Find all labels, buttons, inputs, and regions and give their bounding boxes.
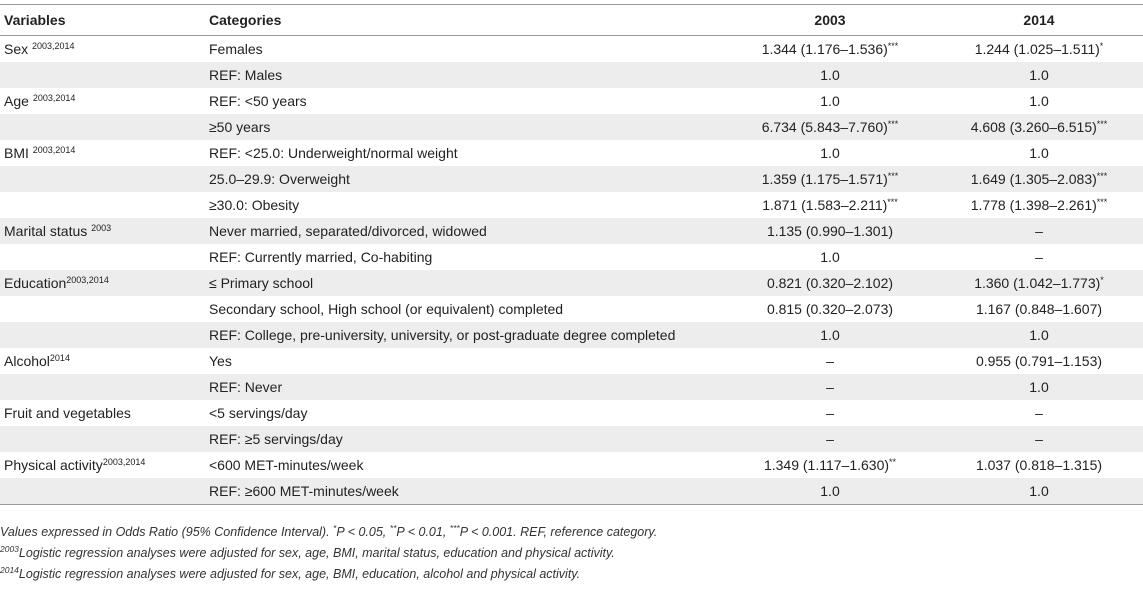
- category-cell: REF: Males: [205, 62, 725, 88]
- table-row: [0, 218, 1143, 244]
- category-cell: 25.0–29.9: Overweight: [205, 166, 725, 192]
- cell-2003: [725, 218, 935, 244]
- cell-2014-value: –: [1035, 405, 1043, 421]
- header-2003: 2003: [725, 5, 935, 36]
- cell-2014-significance: *: [1100, 275, 1104, 285]
- cell-2003: [725, 88, 935, 114]
- table-row: [0, 348, 1143, 374]
- footnote-2014: [0, 564, 1143, 585]
- cell-2014: [935, 348, 1143, 374]
- variable-year-superscript: 2003: [91, 223, 112, 233]
- cell-2014: [935, 478, 1143, 505]
- table-row: [0, 322, 1143, 348]
- sig2-marker: **: [389, 523, 397, 533]
- cell-2003-significance: ***: [887, 119, 899, 129]
- table-row: [0, 192, 1143, 218]
- variable-year-superscript: 2003,2014: [32, 41, 75, 51]
- table-row: [0, 36, 1143, 63]
- table-row: [0, 478, 1143, 505]
- category-cell: ≥50 years: [205, 114, 725, 140]
- variable-cell: [0, 452, 205, 478]
- table-row: [0, 166, 1143, 192]
- cell-2003-value: 1.359 (1.175–1.571): [761, 171, 888, 187]
- table-row: [0, 88, 1143, 114]
- cell-2014: [935, 322, 1143, 348]
- variable-year-superscript: 2003,2014: [66, 275, 109, 285]
- category-cell: REF: ≥5 servings/day: [205, 426, 725, 452]
- category-cell: <600 MET-minutes/week: [209, 457, 364, 473]
- cell-2014-value: 1.0: [1029, 67, 1049, 83]
- cell-2014: [935, 192, 1143, 218]
- table-row: [0, 244, 1143, 270]
- cell-2014: [935, 166, 1143, 192]
- category-cell: Never married, separated/divorced, widowed: [205, 218, 725, 244]
- variable-cell: [0, 296, 205, 322]
- sig2-text: P < 0.01,: [396, 525, 450, 539]
- footnote-2003-text: Logistic regression analyses were adjusted for sex, age, BMI, marital status, education and physical activity.: [18, 546, 615, 560]
- cell-2014-value: 1.0: [1029, 145, 1049, 161]
- cell-2003-value: 1.344 (1.176–1.536): [761, 41, 888, 57]
- variable-cell: [0, 88, 205, 114]
- category-cell: REF: Currently married, Co-habiting: [209, 249, 433, 265]
- variable-name: Education: [4, 275, 67, 291]
- cell-2003-value: 1.0: [820, 145, 840, 161]
- cell-2014: [935, 114, 1143, 140]
- variable-cell: [0, 478, 205, 505]
- cell-2014: [935, 140, 1143, 166]
- variable-name: Sex: [4, 41, 33, 57]
- cell-2003: [725, 400, 935, 426]
- variable-name: Age: [4, 93, 33, 109]
- cell-2003: [725, 348, 935, 374]
- variable-cell: [0, 374, 205, 400]
- footnote-2014-text: Logistic regression analyses were adjusted for sex, age, BMI, education, alcohol and physical activity.: [18, 567, 581, 581]
- header-2014: 2014: [935, 5, 1143, 36]
- cell-2014: [935, 374, 1143, 400]
- footnote-2003: [0, 543, 1143, 564]
- cell-2014: [935, 270, 1143, 296]
- cell-2014-value: 1.0: [1029, 379, 1049, 395]
- cell-2003-value: 1.0: [820, 93, 840, 109]
- cell-2003: [725, 374, 935, 400]
- table-row: [0, 270, 1143, 296]
- category-cell: REF: College, pre-university, university, or post-graduate degree completed: [205, 322, 725, 348]
- cell-2003-value: 0.821 (0.320–2.102): [766, 275, 894, 291]
- cell-2014: [935, 62, 1143, 88]
- variable-cell: [0, 270, 205, 296]
- variable-cell: [0, 400, 205, 426]
- cell-2003-value: 0.815 (0.320–2.073): [766, 301, 894, 317]
- cell-2014: [935, 244, 1143, 270]
- cell-2014: [935, 296, 1143, 322]
- cell-2014-value: –: [1035, 249, 1043, 265]
- table-row: [0, 114, 1143, 140]
- sig1-text: P < 0.05,: [336, 525, 390, 539]
- cell-2014-significance: ***: [1096, 197, 1108, 207]
- variable-year-superscript: 2014: [49, 353, 70, 363]
- cell-2003-significance: **: [889, 457, 897, 467]
- category-cell: REF: <50 years: [209, 93, 307, 109]
- variable-cell: [0, 348, 205, 374]
- cell-2014-value: 0.955 (0.791–1.153): [975, 353, 1103, 369]
- category-cell: ≤ Primary school: [205, 270, 725, 296]
- cell-2003: [725, 62, 935, 88]
- cell-2014: [935, 426, 1143, 452]
- cell-2014-value: 1.0: [1029, 93, 1049, 109]
- cell-2003: [725, 426, 935, 452]
- variable-cell: [0, 218, 205, 244]
- odds-ratio-table: [0, 4, 1143, 505]
- variable-cell: [0, 322, 205, 348]
- table-row: [0, 400, 1143, 426]
- category-cell: ≥30.0: Obesity: [209, 197, 300, 213]
- variable-name: BMI: [4, 145, 33, 161]
- cell-2003: [725, 166, 935, 192]
- variable-year-superscript: 2003,2014: [32, 145, 76, 155]
- cell-2014-value: 1.360 (1.042–1.773): [974, 275, 1101, 291]
- cell-2014-significance: *: [1099, 41, 1104, 51]
- cell-2014-value: 1.244 (1.025–1.511): [974, 41, 1100, 57]
- cell-2003-value: 1.871 (1.583–2.211): [762, 197, 888, 213]
- variable-cell: [0, 166, 205, 192]
- variable-cell: [0, 114, 205, 140]
- table-row: [0, 374, 1143, 400]
- category-cell: Yes: [209, 353, 232, 369]
- cell-2014: [935, 218, 1143, 244]
- cell-2014-significance: ***: [1096, 171, 1108, 181]
- cell-2014-value: 1.649 (1.305–2.083): [970, 171, 1097, 187]
- cell-2014-significance: ***: [1096, 119, 1108, 129]
- footnote-2003-marker: 2003: [0, 544, 19, 554]
- table-row: [0, 62, 1143, 88]
- cell-2003: [725, 270, 935, 296]
- table-row: [0, 426, 1143, 452]
- cell-2003: [725, 114, 935, 140]
- variable-name: Fruit and vegetables: [4, 405, 131, 421]
- cell-2014-value: 1.0: [1029, 327, 1049, 343]
- category-cell: REF: Never: [205, 374, 725, 400]
- cell-2003-value: 1.349 (1.117–1.630): [763, 457, 890, 473]
- cell-2003-value: 1.135 (0.990–1.301): [766, 223, 894, 239]
- cell-2014-value: 1.0: [1029, 483, 1049, 499]
- cell-2003: [725, 140, 935, 166]
- table-row: [0, 296, 1143, 322]
- table-body: [0, 36, 1143, 505]
- cell-2014: [935, 88, 1143, 114]
- cell-2003-value: 1.0: [820, 327, 840, 343]
- footnote-values: [0, 522, 1143, 543]
- variable-year-superscript: 2003,2014: [102, 457, 146, 467]
- cell-2003-significance: ***: [887, 171, 899, 181]
- cell-2014-value: 1.778 (1.398–2.261): [970, 197, 1097, 213]
- header-categories: Categories: [205, 5, 725, 36]
- cell-2014: [935, 452, 1143, 478]
- cell-2003: [725, 478, 935, 505]
- cell-2003-value: 1.0: [820, 249, 840, 265]
- category-cell: <5 servings/day: [209, 405, 308, 421]
- variable-cell: [0, 140, 205, 166]
- variable-year-superscript: 2003,2014: [32, 93, 76, 103]
- category-cell: Females: [209, 41, 263, 57]
- category-cell: REF: ≥600 MET-minutes/week: [205, 478, 725, 505]
- variable-cell: [0, 62, 205, 88]
- sig3-text: P < 0.001. REF, reference category.: [459, 525, 658, 539]
- table-footnotes: [0, 522, 1143, 585]
- variable-cell: [0, 36, 205, 63]
- category-cell: Secondary school, High school (or equivalent) completed: [209, 301, 564, 317]
- cell-2003-value: 6.734 (5.843–7.760): [761, 119, 888, 135]
- cell-2003-value: –: [826, 431, 834, 447]
- variable-cell: [0, 192, 205, 218]
- cell-2003: [725, 322, 935, 348]
- cell-2003: [725, 296, 935, 322]
- table-header-row: [0, 5, 1143, 36]
- cell-2014: [935, 36, 1143, 63]
- footnote-2014-marker: 2014: [0, 565, 19, 575]
- footnote-values-text: Values expressed in Odds Ratio (95% Confidence Interval).: [0, 525, 334, 539]
- variable-name: Physical activity: [4, 457, 103, 473]
- cell-2014-value: 1.037 (0.818–1.315): [975, 457, 1103, 473]
- table-row: [0, 140, 1143, 166]
- variable-name: Marital status: [4, 223, 92, 239]
- category-cell: REF: <25.0: Underweight/normal weight: [209, 145, 458, 161]
- cell-2003: [725, 36, 935, 63]
- cell-2014-value: 4.608 (3.260–6.515): [970, 119, 1097, 135]
- cell-2003-value: –: [826, 405, 834, 421]
- cell-2014-value: –: [1035, 223, 1043, 239]
- header-variables: Variables: [0, 5, 205, 36]
- sig3-marker: ***: [449, 523, 460, 533]
- variable-cell: [0, 426, 205, 452]
- cell-2003-value: 1.0: [820, 483, 840, 499]
- cell-2003-value: –: [826, 353, 834, 369]
- cell-2003-significance: ***: [887, 197, 898, 207]
- cell-2003: [725, 192, 935, 218]
- variable-cell: [0, 244, 205, 270]
- sig1-marker: *: [333, 523, 337, 533]
- cell-2003: [725, 452, 935, 478]
- cell-2003: [725, 244, 935, 270]
- cell-2003-value: 1.0: [820, 67, 840, 83]
- cell-2003-significance: ***: [887, 41, 899, 51]
- cell-2014-value: 1.167 (0.848–1.607): [975, 301, 1103, 317]
- cell-2014-value: –: [1035, 431, 1043, 447]
- table-row: [0, 452, 1143, 478]
- variable-name: Alcohol: [4, 353, 50, 369]
- cell-2014: [935, 400, 1143, 426]
- cell-2003-value: –: [826, 379, 834, 395]
